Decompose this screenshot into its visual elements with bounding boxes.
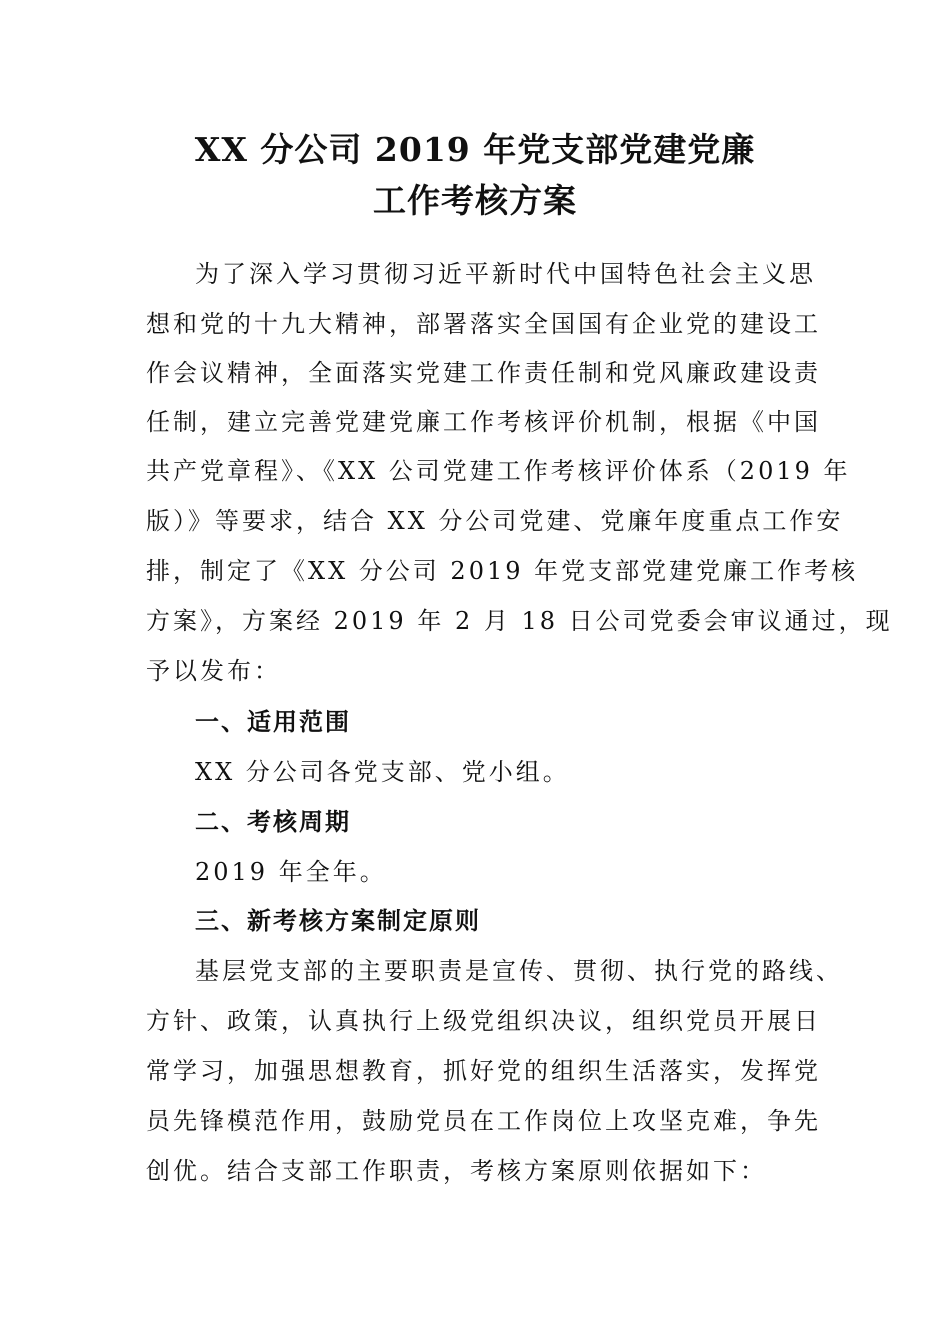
principles-line: 方针、政策，认真执行上级党组织决议，组织党员开展日 — [146, 1007, 821, 1035]
principles-line: 员先锋模范作用，鼓励党员在工作岗位上攻坚克难，争先 — [146, 1107, 821, 1135]
intro-line: 方案》，方案经 2019 年 2 月 18 日公司党委会审议通过，现 — [146, 607, 893, 635]
intro-line: 共产党章程》、《XX 公司党建工作考核评价体系（2019 年 — [146, 457, 851, 485]
intro-line: 为了深入学习贯彻习近平新时代中国特色社会主义思 — [195, 260, 816, 288]
principles-line: 创优。结合支部工作职责，考核方案原则依据如下： — [146, 1157, 767, 1185]
intro-line: 予以发布： — [146, 657, 281, 685]
section-body-period: 2019 年全年。 — [195, 858, 387, 886]
document-title-line-1: XX 分公司 2019 年党支部党建党廉 — [194, 130, 756, 169]
intro-line: 想和党的十九大精神，部署落实全国国有企业党的建设工 — [146, 310, 821, 338]
section-heading-scope: 一、适用范围 — [195, 708, 351, 736]
intro-line: 版）》等要求，结合 XX 分公司党建、党廉年度重点工作安 — [146, 507, 844, 535]
intro-line: 排，制定了《XX 分公司 2019 年党支部党建党廉工作考核 — [146, 557, 859, 585]
principles-line: 常学习，加强思想教育，抓好党的组织生活落实，发挥党 — [146, 1057, 821, 1085]
section-heading-principles: 三、新考核方案制定原则 — [195, 907, 481, 935]
principles-line: 基层党支部的主要职责是宣传、贯彻、执行党的路线、 — [195, 957, 843, 985]
intro-line: 作会议精神，全面落实党建工作责任制和党风廉政建设责 — [146, 359, 821, 387]
section-body-scope: XX 分公司各党支部、党小组。 — [195, 758, 570, 786]
document-title-line-2: 工作考核方案 — [373, 181, 577, 220]
section-heading-period: 二、考核周期 — [195, 808, 351, 836]
intro-line: 任制，建立完善党建党廉工作考核评价机制，根据《中国 — [146, 408, 821, 436]
